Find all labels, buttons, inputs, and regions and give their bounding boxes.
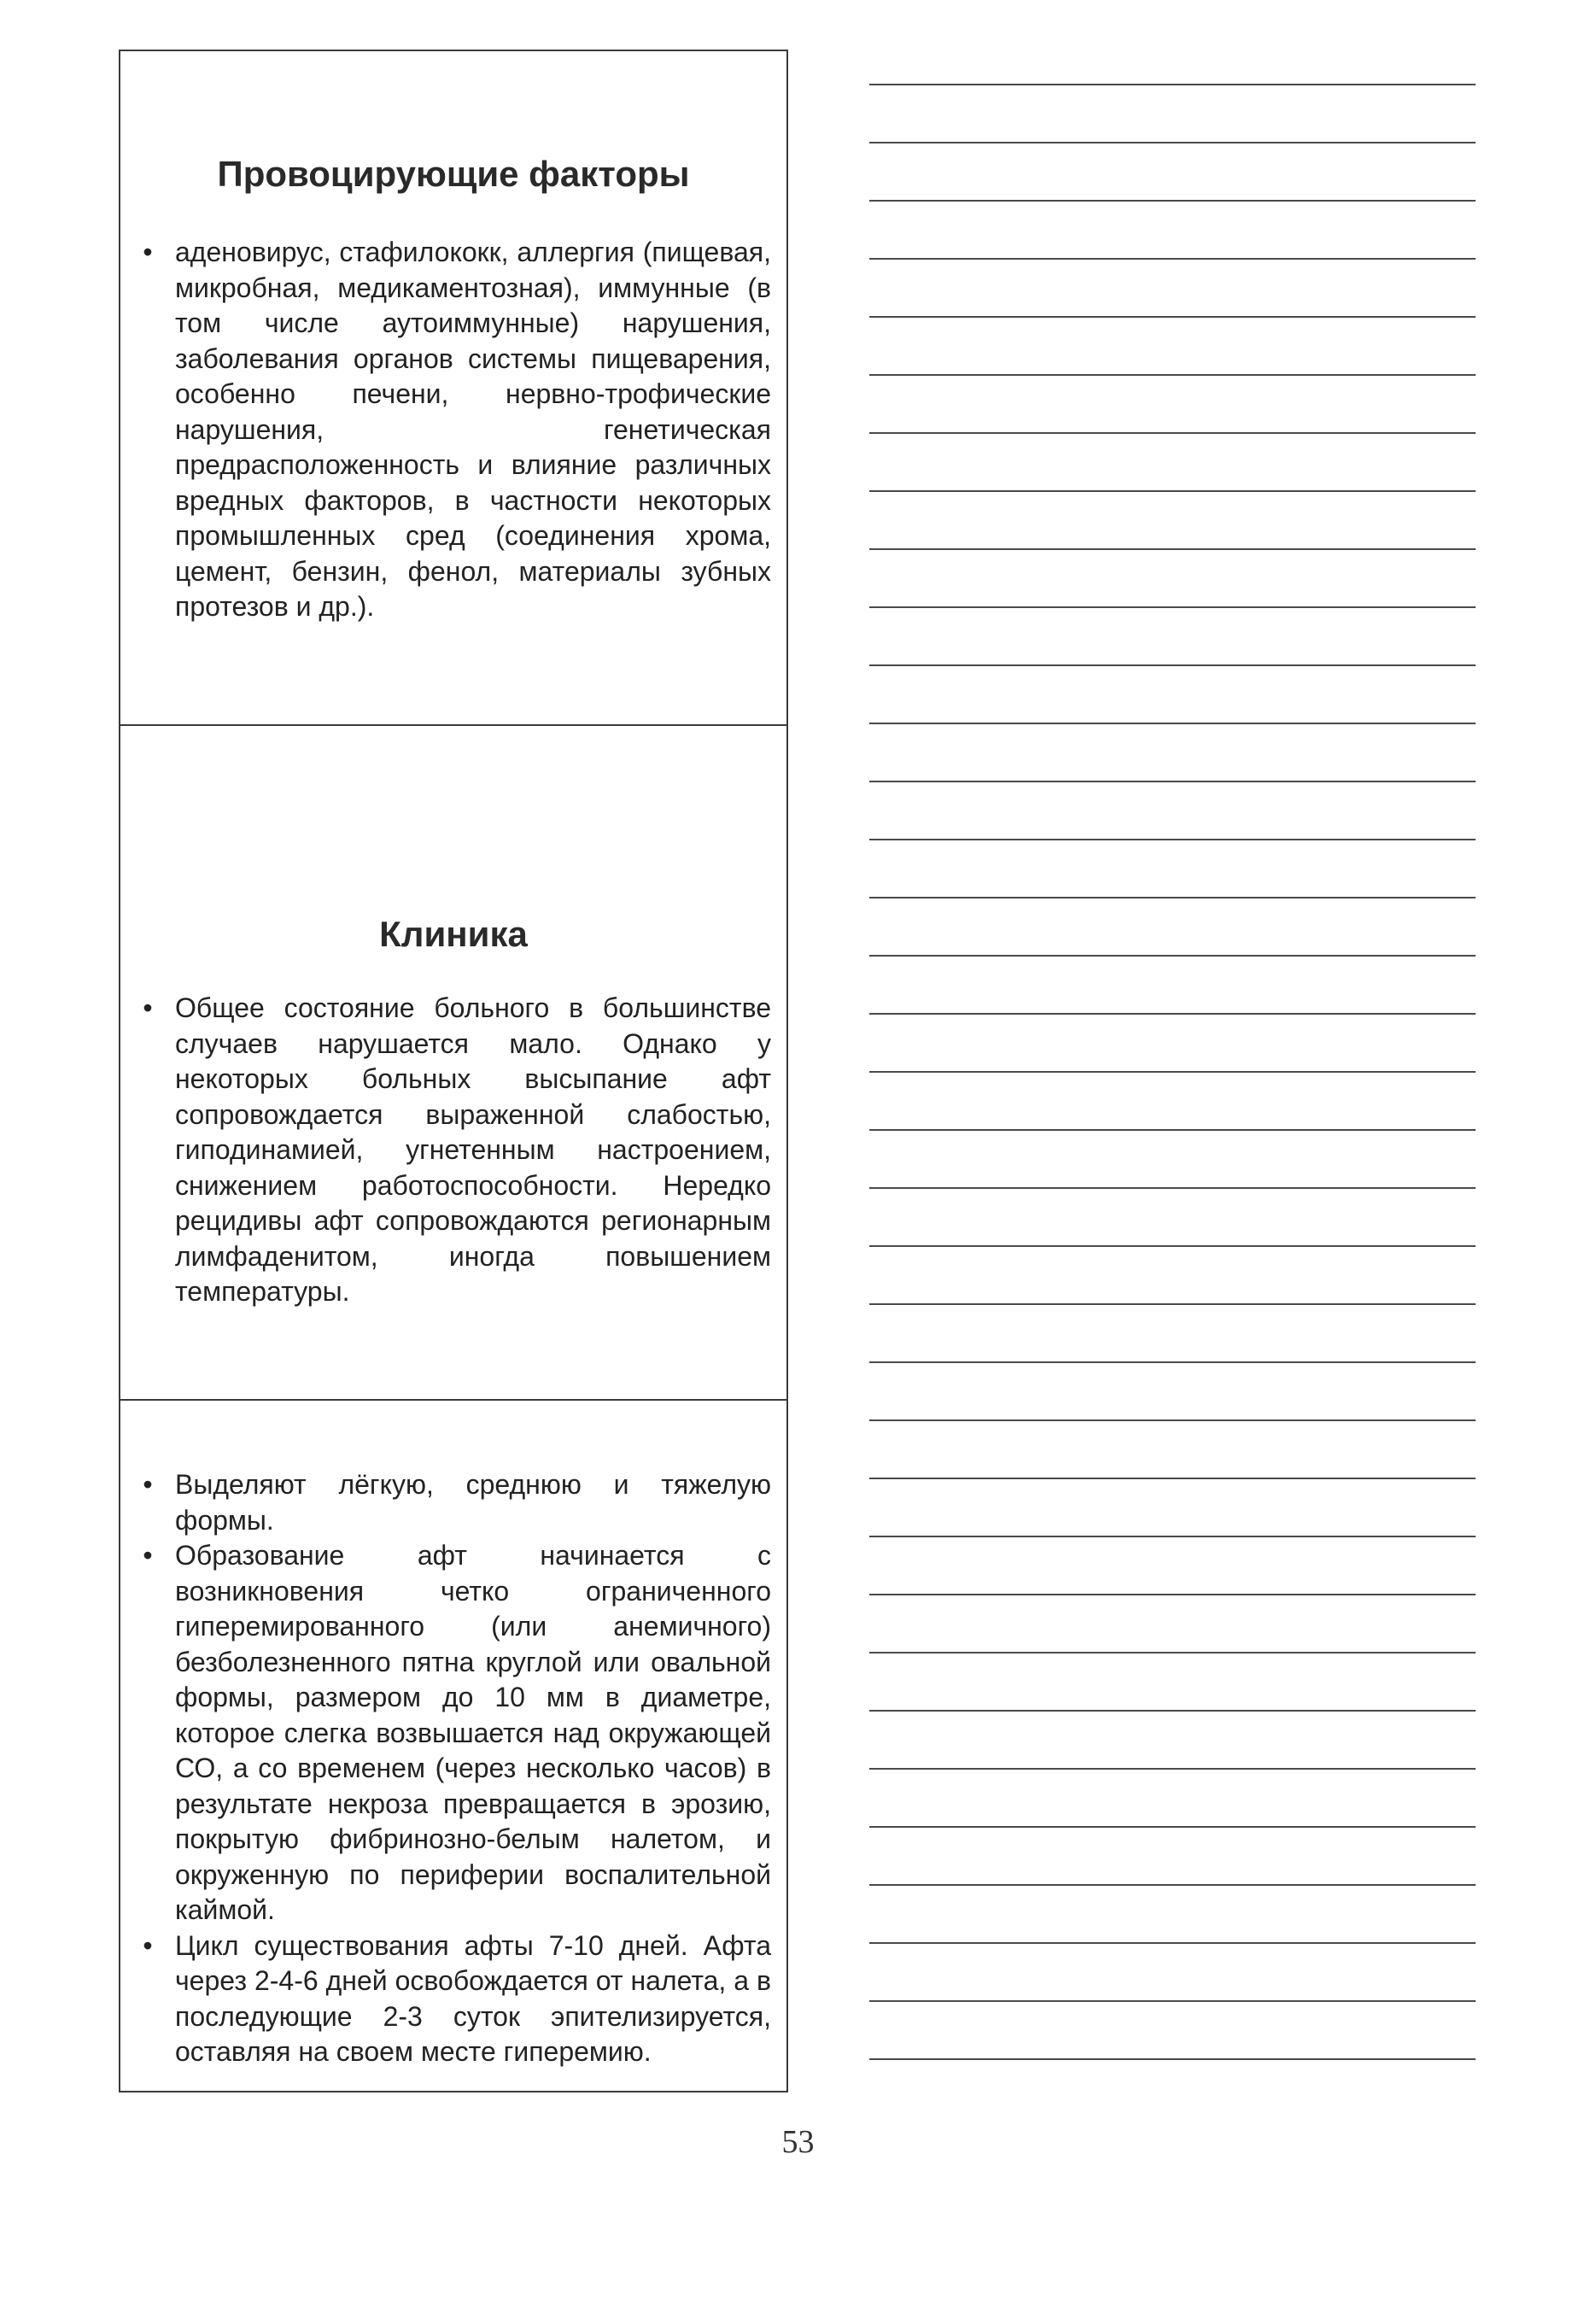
note-line [869,432,1476,434]
section-title: Провоцирующие факторы [217,154,690,194]
note-line [869,897,1476,898]
note-line [869,781,1476,782]
note-line [869,1361,1476,1363]
note-line [869,1478,1476,1479]
note-line [869,1710,1476,1712]
note-line [869,1303,1476,1305]
list-item [120,991,786,1310]
section-forms [120,1401,786,2092]
bullet-list [120,991,786,1310]
list-item [120,235,786,625]
note-line [869,1768,1476,1770]
note-line [869,723,1476,724]
list-item-text: аденовирус, стафилококк, аллергия (пищевая, микробная, медикаментозная), иммунные (в том числе аутоиммунные) нарушения, заболевания органов системы пищеварения, особенно печени, нервно-трофические нарушения, генетическая предрасположенность и влияние различных вредных факторов, в частности некоторых промышленных сред (соединения хрома, цемент, бензин, фенол, материалы зубных протезов и др.). [175,237,771,622]
note-line [869,316,1476,318]
note-line [869,1826,1476,1828]
bullet-icon: • [143,237,153,267]
list-item [120,1538,786,1928]
note-line [869,1594,1476,1595]
note-line [869,1129,1476,1131]
note-line [869,2058,1476,2060]
note-line [869,200,1476,202]
note-line [869,1245,1476,1247]
bullet-icon: • [143,1929,153,1961]
list-item-text: Образование афт начинается с возникновения четко ограниченного гиперемированного (или анемичного) безболезненного пятна круглой или овальной формы, размером до 10 мм в диаметре, которое слегка возвышается над окружающей СО, а со временем (через несколько часов) в результате некроза превращается в эрозию, покрытую фибринозно-белым налетом, и окруженную по периферии воспалительной каймой. [175,1540,771,1925]
bullet-list [120,235,786,625]
note-line [869,1652,1476,1653]
list-item-text: Цикл существования афты 7-10 дней. Афта через 2-4-6 дней освобождается от налета, а в последующие 2-3 суток эпителизируется, оставляя на своем месте гиперемию. [175,1929,771,2067]
note-line [869,142,1476,143]
bullet-icon: • [143,1540,153,1571]
note-line [869,1071,1476,1073]
note-line [869,1884,1476,1886]
list-item-text: Выделяют лёгкую, среднюю и тяжелую формы. [175,1469,771,1536]
note-line [869,606,1476,608]
note-line [869,548,1476,550]
bullet-list [120,1467,786,2070]
list-item-text: Общее состояние больного в большинстве случаев нарушается мало. Однако у некоторых больных высыпание афт сопровождается выраженной слабостью, гиподинамией, угнетенным настроением, снижением работоспособности. Нередко рецидивы афт сопровождаются регионарным лимфаденитом, иногда повышением температуры. [175,992,771,1307]
notes-ruled-lines [869,0,1476,2092]
note-line [869,1942,1476,1944]
note-line [869,839,1476,840]
bullet-icon: • [143,1469,153,1500]
section-provoking-factors [120,51,786,726]
page-number: 53 [781,2124,815,2160]
section-clinic [120,726,786,1401]
note-line [869,664,1476,666]
note-line [869,1536,1476,1537]
note-line [869,490,1476,492]
list-item [120,1467,786,1538]
content-frame [119,50,788,2092]
note-line [869,1013,1476,1015]
note-line [869,2000,1476,2002]
note-line [869,84,1476,85]
note-line [869,955,1476,957]
note-line [869,374,1476,376]
section-title: Клиника [379,914,528,954]
note-line [869,258,1476,260]
bullet-icon: • [143,992,153,1023]
note-line [869,1419,1476,1421]
list-item [120,1928,786,2070]
note-line [869,1187,1476,1189]
